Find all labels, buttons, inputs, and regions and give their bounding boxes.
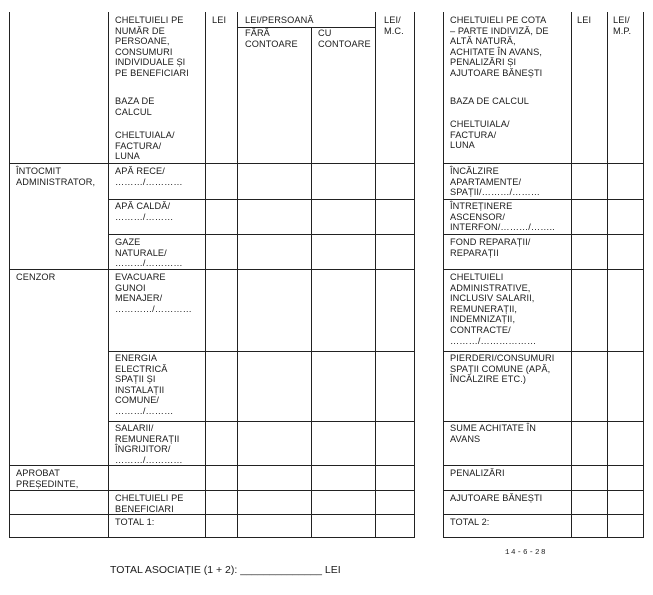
- col-lei-mp-header: LEI/ M.P.: [613, 15, 632, 36]
- left-row-evacuare-gunoi: EVACUARE GUNOI MENAJER/ …………/…………: [115, 272, 192, 314]
- label-cenzor: CENZOR: [16, 272, 56, 282]
- total-asociatie-line: [110, 564, 341, 576]
- left-row-total-1: TOTAL 1:: [115, 517, 155, 527]
- col-cu-contoare-header: CU CONTOARE: [318, 28, 371, 49]
- label-aprobat-presedinte: APROBAT PREȘEDINTE,: [16, 468, 79, 489]
- right-row-incalzire: ÎNCĂLZIRE APARTAMENTE/ SPAȚII/………/………: [450, 166, 541, 198]
- left-row-salarii-ingrijitor: SALARII/ REMUNERAȚII ÎNGRIJITOR/ ………/…………: [115, 423, 183, 465]
- right-row-ajutoare-banesti: AJUTOARE BĂNEȘTI: [450, 493, 543, 503]
- left-row-apa-calda: APĂ CALDĂ/ ………/………: [115, 201, 174, 222]
- right-row-fond-reparatii: FOND REPARAȚII/ REPARAȚII: [450, 237, 531, 258]
- right-header-base: BAZA DE CALCUL: [450, 96, 530, 106]
- right-header-title: CHELTUIELI PE COTA – PARTE INDIVIZĂ, DE ALTĂ NATURĂ, ACHITATE ÎN AVANS, PENALIZĂRI ȘI AJUTOARE BĂNEȘTI: [450, 15, 549, 78]
- left-header-invoice: CHELTUIALA/ FACTURA/ LUNA: [115, 130, 175, 162]
- left-row-cheltuieli-beneficiari: CHELTUIELI PE BENEFICIARI: [115, 493, 184, 514]
- left-row-energia-electrica: ENERGIA ELECTRICĂ SPAȚII ȘI INSTALAȚII COMUNE/ ………/………: [115, 353, 174, 416]
- right-row-penalizari: PENALIZĂRI: [450, 468, 505, 478]
- col-fara-contoare-header: FĂRĂ CONTOARE: [245, 28, 298, 49]
- total-asociatie-unit: LEI: [324, 564, 341, 576]
- col-lei-persoana-header: LEI/PERSOANĂ: [245, 15, 314, 25]
- right-row-pierderi-consumuri: PIERDERI/CONSUMURI SPAȚII COMUNE (APĂ, ÎNCĂLZIRE ETC.): [450, 353, 555, 385]
- col-lei-header: LEI: [212, 15, 227, 25]
- right-row-intretinere-ascensor: ÎNTREȚINERE ASCENSOR/ INTERFON/………/……..: [450, 201, 555, 233]
- total-asociatie-blank[interactable]: ______________: [240, 564, 322, 576]
- right-row-sume-achitate-avans: SUME ACHITATE ÎN AVANS: [450, 423, 536, 444]
- left-header-title: CHELTUIELI PE NUMĂR DE PERSOANE, CONSUMURI INDIVIDUALE ȘI PE BENEFICIARI: [115, 15, 189, 78]
- col-lei-right-header: LEI: [577, 15, 592, 25]
- expense-form: [9, 12, 644, 538]
- right-row-total-2: TOTAL 2:: [450, 517, 490, 527]
- form-code: 14-6-28: [505, 549, 548, 557]
- left-row-gaze-naturale: GAZE NATURALE/ ………/…………: [115, 237, 183, 269]
- form-grid-lines: [9, 12, 644, 538]
- col-lei-mc-header: LEI/ M.C.: [384, 15, 404, 36]
- label-intocmit-administrator: ÎNTOCMIT ADMINISTRATOR,: [16, 166, 96, 187]
- right-row-cheltuieli-administrative: CHELTUIELI ADMINISTRATIVE, INCLUSIV SALARII, REMUNERAȚII, INDEMNIZAȚII, CONTRACTE/ ………/………………: [450, 272, 537, 346]
- total-asociatie-label: TOTAL ASOCIAȚIE (1 + 2):: [110, 564, 238, 576]
- left-header-base: BAZA DE CALCUL: [115, 96, 155, 117]
- right-header-invoice: CHELTUIALA/ FACTURA/ LUNA: [450, 119, 510, 151]
- left-row-apa-rece: APĂ RECE/ ………/…………: [115, 166, 183, 187]
